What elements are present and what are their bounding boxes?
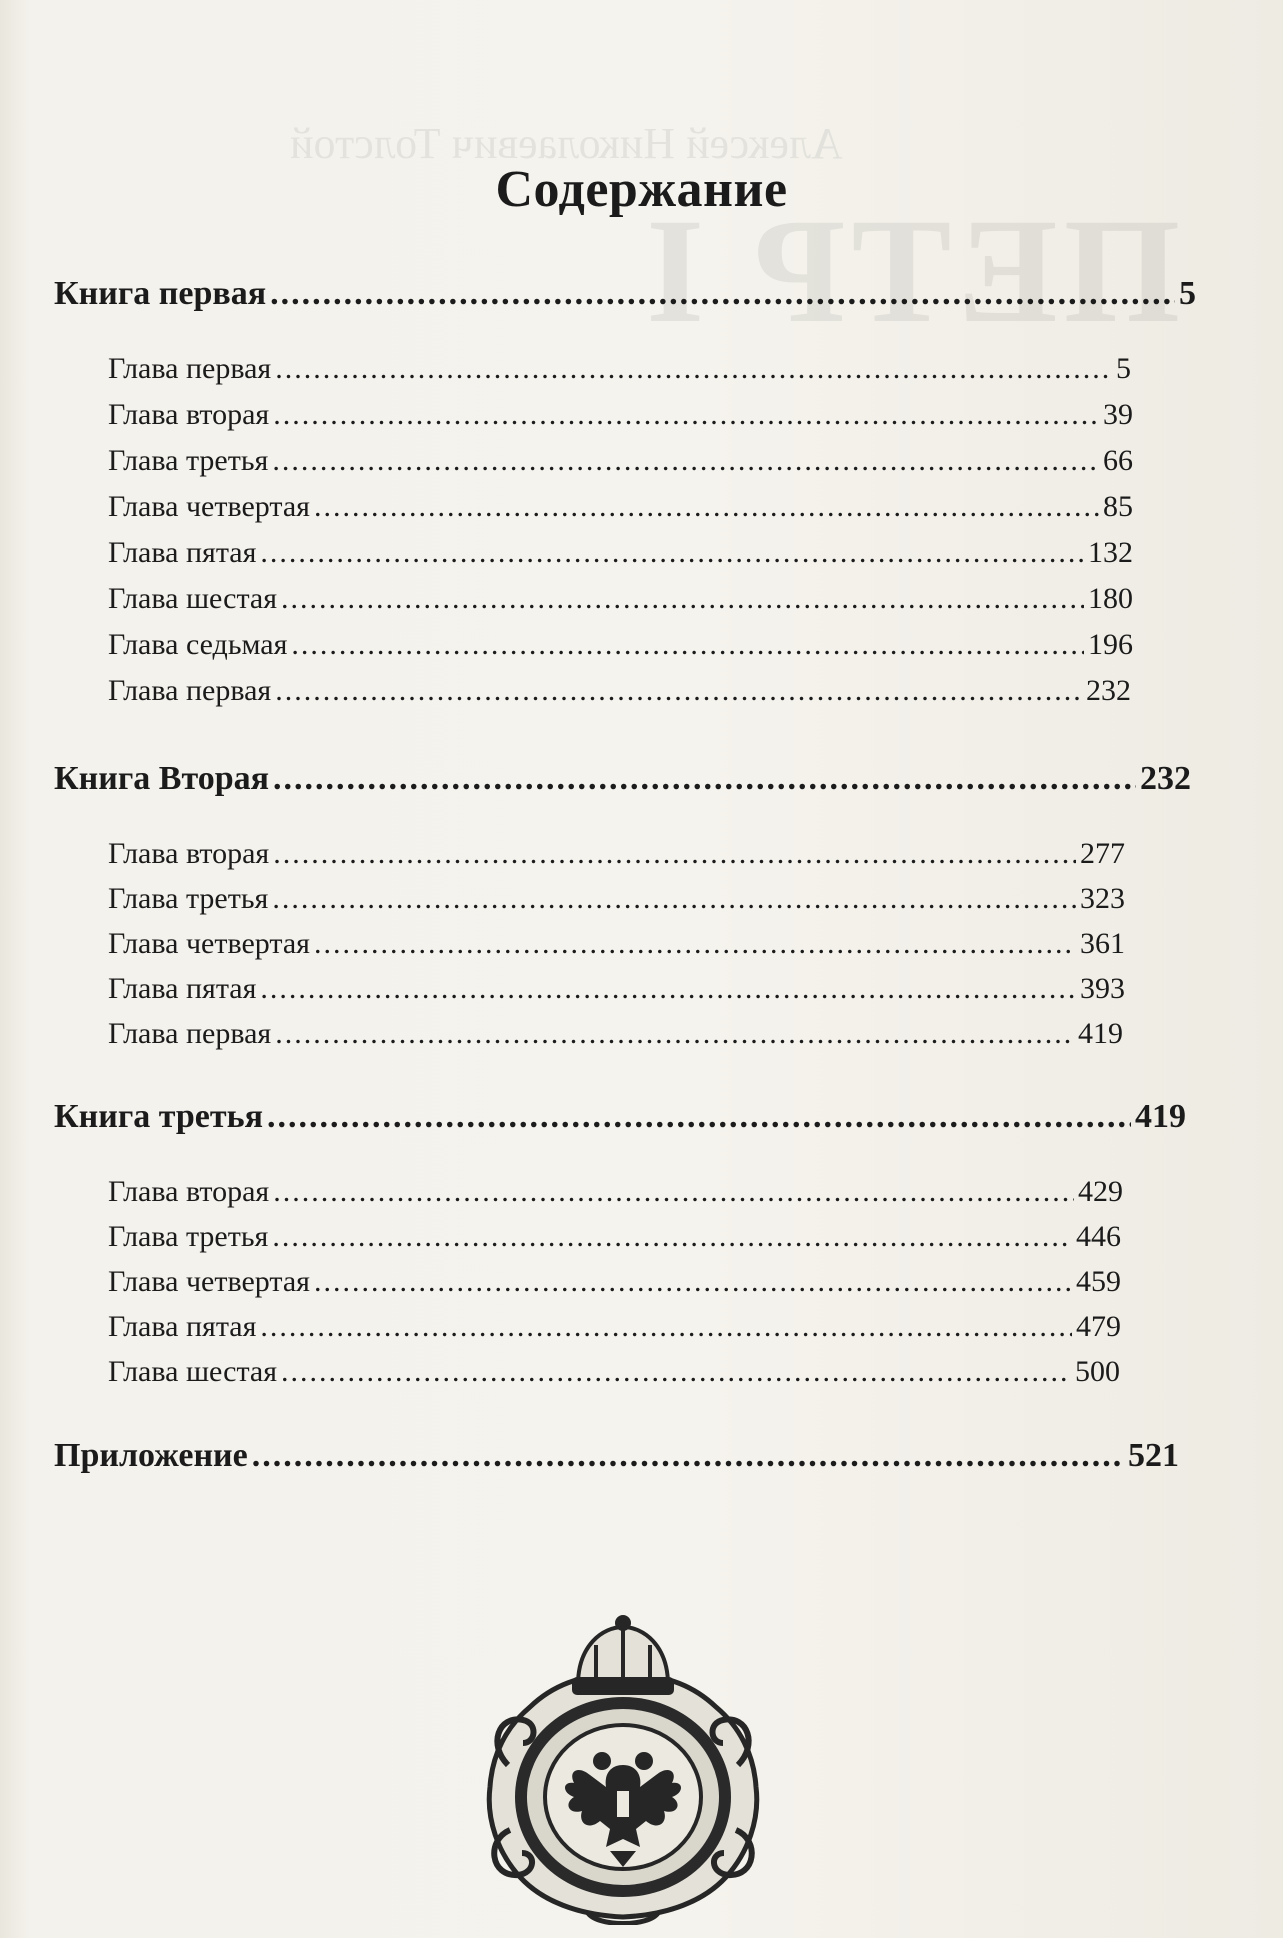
toc-book-1: [54, 275, 1196, 313]
chapter-title: Глава пятая: [108, 1310, 257, 1343]
dot-leader: [270, 275, 1175, 313]
dot-leader: [273, 398, 1099, 432]
show-through-author: Алексей Николаевич Толстой: [290, 119, 843, 168]
dot-leader: [314, 1265, 1072, 1299]
toc-chapter: [108, 674, 1131, 708]
chapter-title: Глава четвертая: [108, 927, 310, 960]
chapter-title: Глава вторая: [108, 837, 270, 870]
chapter-title: Глава третья: [108, 444, 269, 477]
chapter-title: Глава седьмая: [108, 628, 288, 661]
dot-leader: [273, 837, 1076, 871]
dot-leader: [291, 628, 1084, 662]
page-number: 85: [1103, 490, 1133, 523]
page-number: 393: [1080, 972, 1125, 1005]
dot-leader: [281, 582, 1084, 616]
chapter-title: Глава первая: [108, 1017, 272, 1050]
toc-chapter: [108, 398, 1133, 432]
book-title: Книга третья: [54, 1098, 263, 1135]
chapter-title: Глава четвертая: [108, 1265, 310, 1298]
page-number: 180: [1088, 582, 1133, 615]
book-title: Книга первая: [54, 275, 267, 312]
toc-chapter: [108, 490, 1133, 524]
toc-chapter: [108, 1175, 1123, 1209]
chapter-title: Глава пятая: [108, 536, 257, 569]
toc-book-2: [54, 760, 1191, 798]
toc-chapter: [108, 972, 1125, 1006]
show-through-title: ПЕТР I: [640, 188, 1181, 354]
page-number: 361: [1080, 927, 1125, 960]
appendix-title: Приложение: [54, 1437, 248, 1474]
dot-leader: [260, 536, 1084, 570]
page-number: 500: [1075, 1355, 1120, 1388]
publisher-emblem-icon: [478, 1615, 768, 1925]
toc-chapter: [108, 352, 1131, 386]
dot-leader: [267, 1098, 1131, 1136]
chapter-title: Глава вторая: [108, 1175, 270, 1208]
dot-leader: [314, 490, 1099, 524]
dot-leader: [272, 1220, 1072, 1254]
page-number: 459: [1076, 1265, 1121, 1298]
page-number: 5: [1179, 275, 1196, 312]
dot-leader: [275, 352, 1112, 386]
toc-chapter: [108, 927, 1125, 961]
toc-chapter: [108, 582, 1133, 616]
toc-chapter: [108, 536, 1133, 570]
page-number: 277: [1080, 837, 1125, 870]
page-title: Содержание: [495, 161, 788, 218]
dot-leader: [272, 882, 1076, 916]
page-number: 521: [1128, 1437, 1179, 1474]
page-number: 429: [1078, 1175, 1123, 1208]
chapter-title: Глава третья: [108, 882, 269, 915]
chapter-title: Глава пятая: [108, 972, 257, 1005]
page-number: 419: [1078, 1017, 1123, 1050]
chapter-title: Глава шестая: [108, 1355, 278, 1388]
dot-leader: [260, 972, 1076, 1006]
chapter-title: Глава первая: [108, 674, 272, 707]
toc-chapter: [108, 1265, 1121, 1299]
chapter-title: Глава первая: [108, 352, 272, 385]
page-number: 66: [1103, 444, 1133, 477]
page-number: 232: [1086, 674, 1131, 707]
toc-appendix: [54, 1437, 1179, 1475]
toc-chapter: [108, 1017, 1123, 1051]
dot-leader: [272, 444, 1099, 478]
dot-leader: [314, 927, 1076, 961]
toc-chapter: [108, 1355, 1120, 1389]
dot-leader: [252, 1437, 1124, 1475]
page-number: 196: [1088, 628, 1133, 661]
toc-chapter: [108, 628, 1133, 662]
dot-leader: [281, 1355, 1071, 1389]
toc-chapter: [108, 837, 1125, 871]
page-number: 5: [1116, 352, 1131, 385]
book-title: Книга Вторая: [54, 760, 270, 797]
chapter-title: Глава четвертая: [108, 490, 310, 523]
page-number: 232: [1140, 760, 1191, 797]
dot-leader: [275, 1017, 1074, 1051]
toc-chapter: [108, 1220, 1121, 1254]
chapter-title: Глава третья: [108, 1220, 269, 1253]
toc-chapter: [108, 1310, 1121, 1344]
page-number: 132: [1088, 536, 1133, 569]
toc-chapter: [108, 444, 1133, 478]
page-number: 323: [1080, 882, 1125, 915]
toc-chapter: [108, 882, 1125, 916]
chapter-title: Глава вторая: [108, 398, 270, 431]
toc-book-3: [54, 1098, 1186, 1136]
dot-leader: [275, 674, 1082, 708]
dot-leader: [273, 1175, 1074, 1209]
page-number: 479: [1076, 1310, 1121, 1343]
chapter-title: Глава шестая: [108, 582, 278, 615]
dot-leader: [260, 1310, 1072, 1344]
page-number: 446: [1076, 1220, 1121, 1253]
dot-leader: [273, 760, 1136, 798]
page-number: 39: [1103, 398, 1133, 431]
page-number: 419: [1135, 1098, 1186, 1135]
